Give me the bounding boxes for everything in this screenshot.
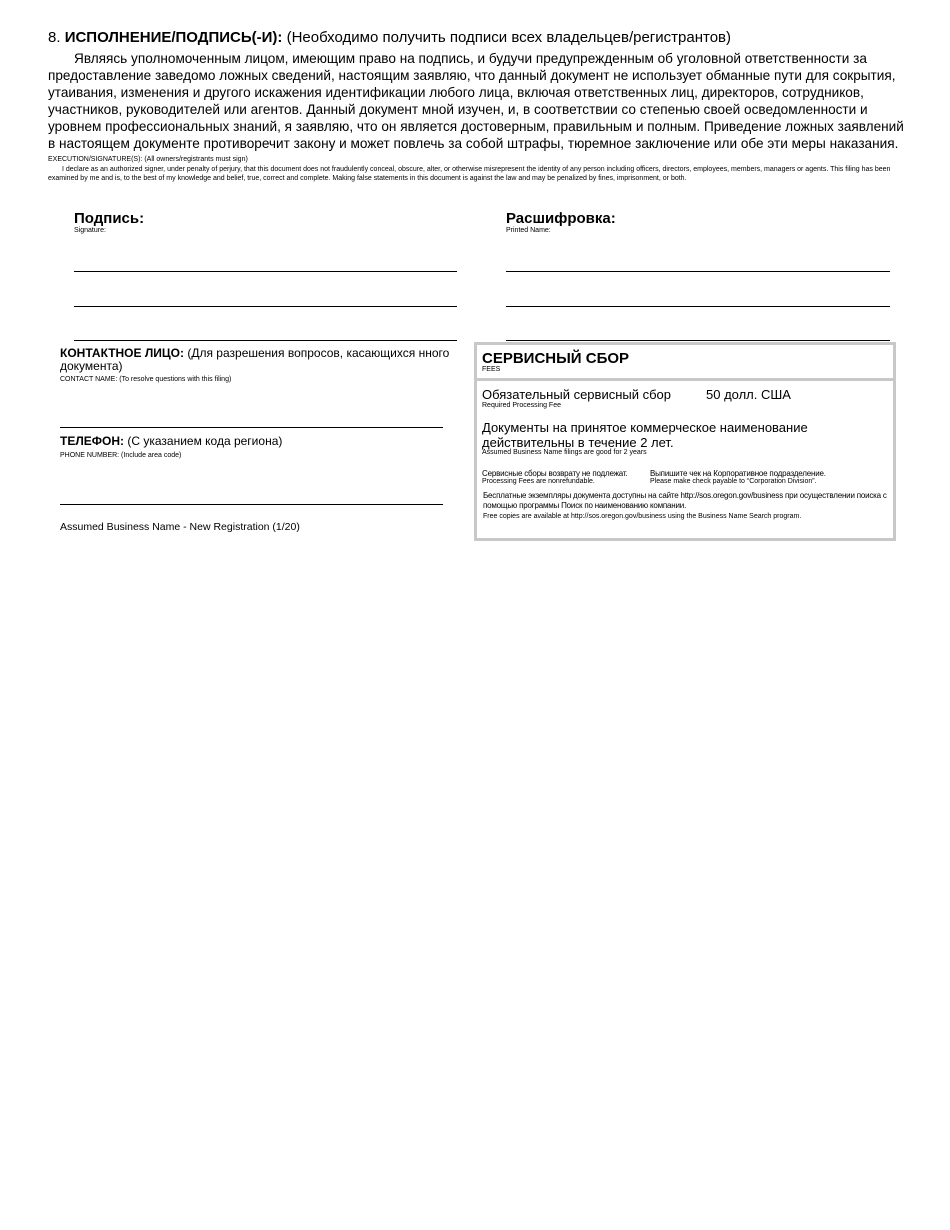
section-heading (48, 29, 908, 47)
phone-label (60, 435, 450, 460)
printed-name-label-ru: Расшифровка: (506, 210, 616, 227)
signature-line-3[interactable] (74, 340, 457, 341)
required-fee-amount: 50 долл. США (706, 387, 791, 402)
phone-label-rest: (С указанием кода региона) (127, 434, 283, 448)
printed-name-label (506, 210, 616, 235)
signature-line-1[interactable] (74, 271, 457, 272)
contact-label (60, 347, 450, 384)
printed-name-line-1[interactable] (506, 271, 890, 272)
section-subtitle: (Необходимо получить подписи всех владельцев/регистрантов) (286, 29, 731, 46)
contact-line[interactable] (60, 427, 443, 428)
nonrefund-en: Processing Fees are nonrefundable. (482, 478, 595, 485)
section-title: ИСПОЛНЕНИЕ/ПОДПИСЬ(-И): (64, 29, 283, 46)
printed-name-line-3[interactable] (506, 340, 890, 341)
required-fee-label-en: Required Processing Fee (482, 402, 561, 409)
printed-name-line-2[interactable] (506, 306, 890, 307)
phone-line[interactable] (60, 504, 443, 505)
copies-ru: Бесплатные экземпляры документа доступны на сайте http://sos.oregon.gov/business при осуществлении поиска с помощью программы Поиск по наименованию компании. (483, 491, 887, 510)
required-fee-label-ru: Обязательный сервисный сбор (482, 387, 672, 402)
validity-en: Assumed Business Name filings are good for 2 years (482, 449, 647, 456)
check-en: Please make check payable to “Corporation Division”. (650, 478, 817, 485)
copies-en: Free copies are available at http://sos.oregon.gov/business using the Business Name Search program. (483, 513, 802, 520)
fees-box (474, 342, 896, 541)
signature-label-ru: Подпись: (74, 210, 145, 227)
section-number: 8. (48, 29, 61, 46)
check-ru: Выпишите чек на Корпоративное подразделение. (650, 469, 826, 478)
phone-label-en: PHONE NUMBER: (Include area code) (60, 452, 182, 459)
printed-name-label-en: Printed Name: (506, 227, 551, 234)
execution-heading-en: EXECUTION/SIGNATURE(S): (All owners/registrants must sign) (48, 156, 248, 163)
form-name: Assumed Business Name - New Registration (1/20) (60, 521, 300, 533)
signature-line-2[interactable] (74, 306, 457, 307)
nonrefund-ru: Сервисные сборы возврату не подлежат. (482, 469, 628, 478)
validity-ru: Документы на принятое коммерческое наименование действительны в течение 2 лет. (482, 420, 808, 450)
fees-title-bar (477, 345, 893, 381)
contact-label-rest: (Для разрешения вопросов, касающихся нного документа) (60, 346, 450, 373)
fees-title-ru: СЕРВИСНЫЙ СБОР (482, 350, 630, 367)
phone-label-bold: ТЕЛЕФОН: (60, 434, 124, 448)
fees-title-en: FEES (482, 366, 501, 373)
declaration-en: I declare as an authorized signer, under penalty of perjury, that this document does not fraudulently conceal, obscure, alter, or otherwise misrepresent the identity of any person including officers, directors, employees, members, managers or agents. This filing has been examined by me and is, to the best of my knowledge and belief, true, correct and complete. Making false statements in this document is against the law and may be penalized by fines, imprisonment, or both. (48, 166, 891, 182)
contact-label-bold: КОНТАКТНОЕ ЛИЦО: (60, 346, 184, 360)
signature-label (74, 210, 144, 235)
declaration-ru: Являясь уполномоченным лицом, имеющим право на подпись, и будучи предупрежденным об уголовной ответственности за предоставление заведомо ложных сведений, настоящим заявляю, что данный документ не использует обманные пути для сокрытия, утаивания, изменения и другого искажения идентификации любого лица, включая ответственных лиц, директоров, сотрудников, участников, руководителей или агентов. Данный документ мной изучен, и, в соответствии со степенью своей осведомленности и уровнем профессиональных знаний, я заявляю, что он является достоверным, правильным и полным. Приведение ложных заявлений в настоящем документе противоречит закону и может повлечь за собой штрафы, тюремное заключение или обе эти меры наказания. (48, 51, 904, 151)
contact-label-en: CONTACT NAME: (To resolve questions with this filing) (60, 376, 232, 383)
signature-label-en: Signature: (74, 227, 106, 234)
